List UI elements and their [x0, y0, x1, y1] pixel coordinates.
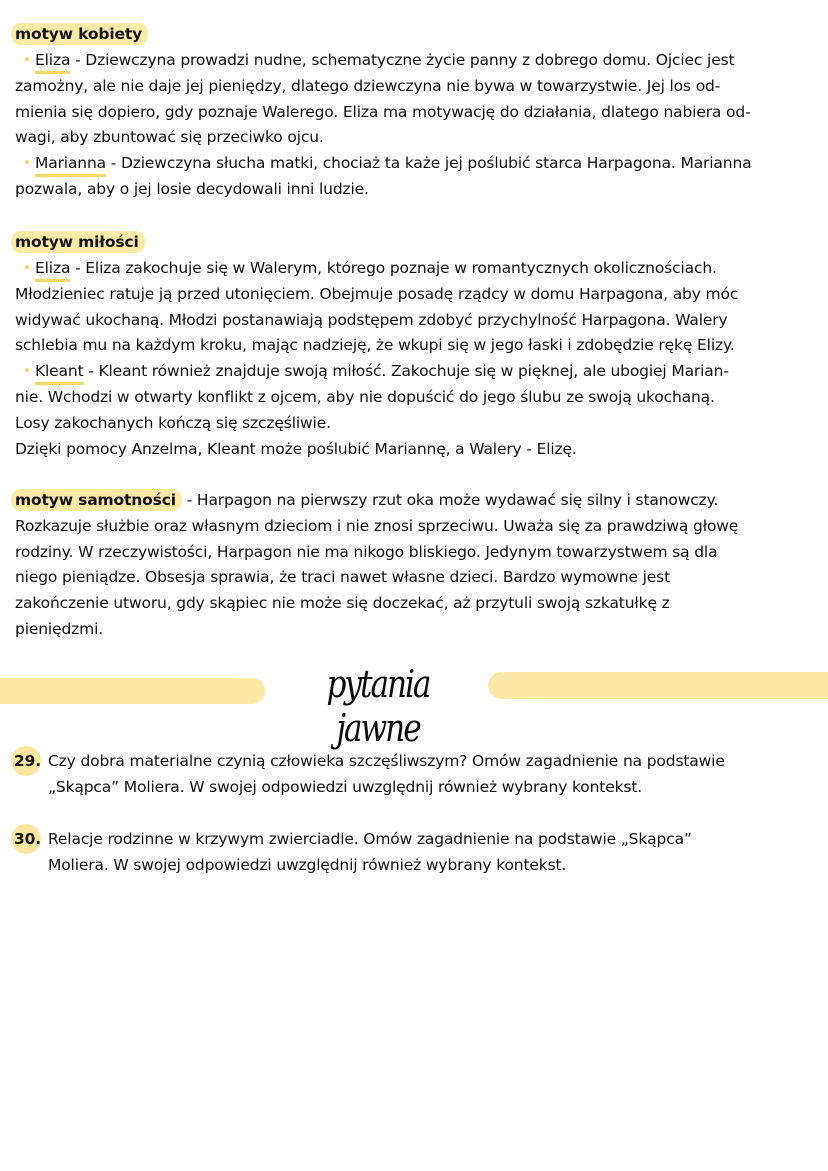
character-name: Marianna: [35, 153, 106, 177]
text-line: zakończenie utworu, gdy skąpiec nie może się doczekać, aż przytuli swoją szkatułkę z: [15, 594, 670, 613]
text-line: Relacje rodzinne w krzywym zwierciadle. Omów zagadnienie na podstawie „Skąpca”: [48, 830, 692, 848]
banner-bar-right: [488, 672, 828, 699]
question-number: 30.: [14, 830, 42, 848]
text-line: - Eliza zakochuje się w Walerym, którego poznaje w romantycznych okolicznościach.: [70, 258, 717, 277]
section-motyw-samotnosci: [15, 488, 820, 643]
question-number: 29.: [14, 752, 42, 770]
text-line: Losy zakochanych kończą się szczęśliwie.: [15, 413, 331, 432]
text-line: - Harpagon na pierwszy rzut oka może wydawać się silny i stanowczy.: [181, 491, 719, 509]
text-line: schlebia mu na każdym kroku, mając nadzieję, że wkupi się w jego łaski i zdobędzie rękę Elizy.: [15, 336, 735, 355]
text-line: Moliera. W swojej odpowiedzi uwzględnij również wybrany kontekst.: [48, 855, 567, 874]
text-line: mienia się dopiero, gdy poznaje Walerego. Eliza ma motywację do działania, dlatego nabiera od-: [15, 102, 751, 121]
bullet-dot-icon: [25, 160, 29, 164]
section-banner: [0, 662, 828, 750]
text-line: „Skąpca” Moliera. W swojej odpowiedzi uwzględnij również wybrany kontekst.: [48, 777, 643, 796]
banner-title: pytania jawne: [326, 662, 430, 750]
bullet-line: [15, 256, 820, 282]
text-line: widywać ukochaną. Młodzi postanawiają podstępem zdobyć przychylność Harpagona. Walery: [15, 310, 728, 329]
bullet-line: [15, 48, 820, 74]
question-text: [48, 749, 725, 801]
section-heading: motyw miłości: [11, 231, 145, 253]
text-line: - Dziewczyna słucha matki, chociaż ta każe jej poślubić starca Harpagona. Marianna: [106, 154, 752, 173]
section-motyw-kobiety: [15, 22, 820, 203]
section-heading: motyw samotności: [11, 489, 182, 511]
text-line: pieniędzmi.: [15, 619, 104, 638]
lead-line: [15, 488, 820, 514]
closing-line: Dzięki pomocy Anzelma, Kleant może poślubić Mariannę, a Walery - Elizę.: [15, 439, 577, 458]
text-line: Młodzieniec ratuje ją przed utonięciem. Obejmuje posadę rządcy w domu Harpagona, aby móc: [15, 284, 739, 303]
text-line: pozwala, aby o jej losie decydowali inni ludzie.: [15, 180, 369, 199]
section-heading: motyw kobiety: [11, 23, 148, 45]
text-line: rodziny. W rzeczywistości, Harpagon nie ma nikogo bliskiego. Jedynym towarzystwem są dla: [15, 542, 718, 561]
bullet-dot-icon: [25, 57, 29, 61]
text-line: zamożny, ale nie daje jej pieniędzy, dlatego dziewczyna nie bywa w towarzystwie. Jej los od-: [15, 76, 721, 95]
text-line: niego pieniądze. Obsesja sprawia, że traci nawet własne dzieci. Bardzo wymowne jest: [15, 568, 671, 587]
bullet-line: [15, 151, 820, 177]
text-line: Rozkazuje służbie oraz własnym dzieciom i nie znosi sprzeciwu. Uważa się za prawdziwą głowę: [15, 516, 739, 535]
section-motyw-milosci: [15, 230, 820, 463]
text-line: nie. Wchodzi w otwarty konflikt z ojcem, aby nie dopuścić do jego ślubu ze swoją ukochaną.: [15, 388, 715, 407]
text-line: wagi, aby zbuntować się przeciwko ojcu.: [15, 128, 324, 147]
banner-bar-left: [0, 678, 265, 704]
text-line: - Kleant również znajduje swoją miłość. Zakochuje się w pięknej, ale ubogiej Marian-: [83, 362, 729, 381]
text-line: - Dziewczyna prowadzi nudne, schematyczne życie panny z dobrego domu. Ojciec jest: [70, 50, 735, 69]
bullet-dot-icon: [25, 265, 29, 269]
question-text: [48, 827, 692, 879]
text-line: Czy dobra materialne czynią człowieka szczęśliwszym? Omów zagadnienie na podstawie: [48, 752, 725, 770]
bullet-dot-icon: [25, 368, 29, 372]
character-name: Kleant: [35, 361, 84, 385]
character-name: Eliza: [35, 50, 70, 74]
bullet-line: [15, 359, 820, 385]
character-name: Eliza: [35, 258, 70, 282]
